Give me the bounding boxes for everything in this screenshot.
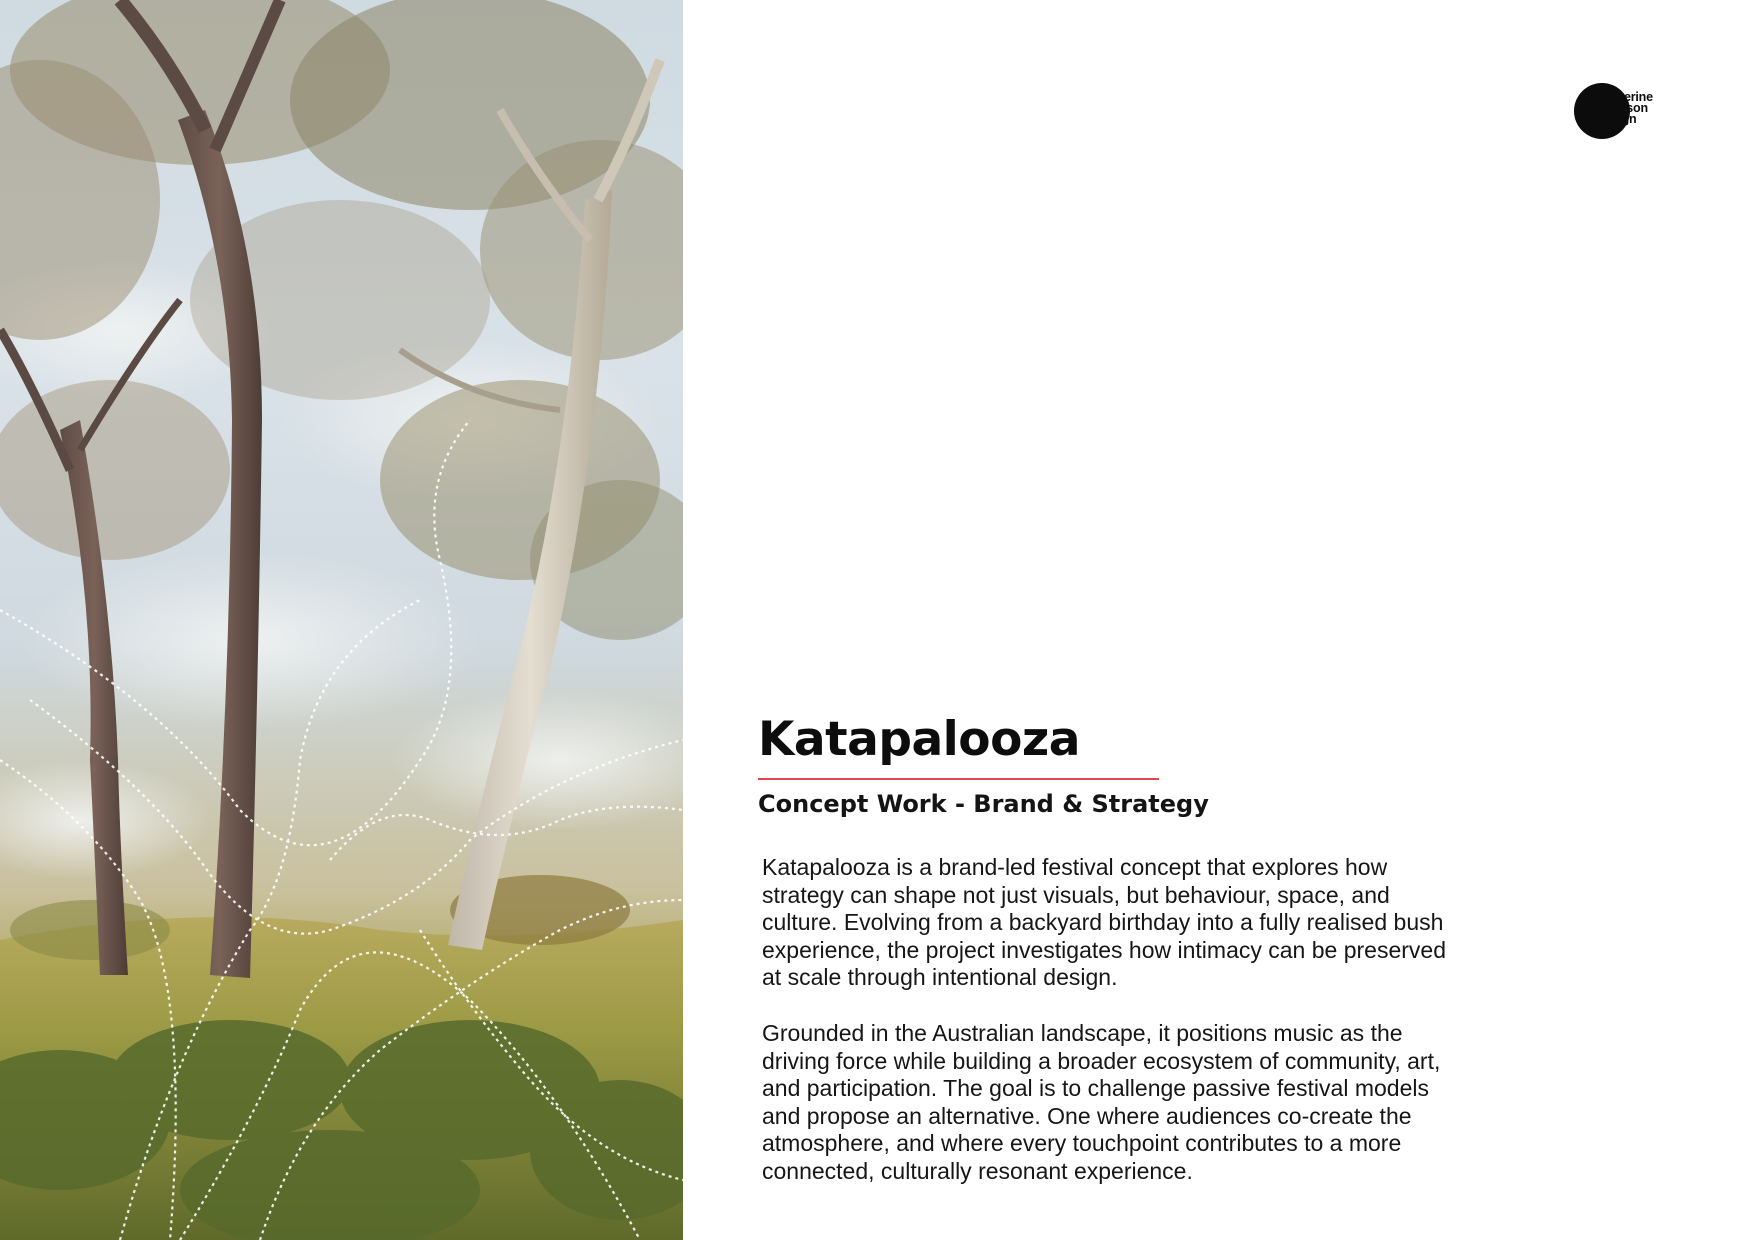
title-underline: [758, 778, 1159, 780]
paragraph-1-line: Katapalooza is a brand-led festival concept that explores how: [762, 854, 1388, 880]
description-paragraph-1: [762, 854, 1562, 992]
paragraph-2-line: connected, culturally resonant experience.: [762, 1157, 1193, 1184]
paragraph-2-line: Grounded in the Australian landscape, it positions music as the: [762, 1020, 1403, 1046]
gum-trees-illustration: [0, 0, 683, 1240]
paragraph-1-line: strategy can shape not just visuals, but behaviour, space, and: [762, 881, 1390, 908]
logo-line-3: Design: [1596, 112, 1637, 126]
brand-logo: [1574, 81, 1694, 141]
paragraph-1-line: at scale through intentional design.: [762, 964, 1118, 991]
logo-line-1: Katherine: [1597, 90, 1653, 104]
project-subtitle: Concept Work - Brand & Strategy: [758, 790, 1209, 818]
paragraph-2-line: and participation. The goal is to challenge passive festival models: [762, 1075, 1429, 1102]
paragraph-2-line: driving force while building a broader ecosystem of community, art,: [762, 1047, 1441, 1074]
paragraph-2-line: atmosphere, and where every touchpoint contributes to a more: [762, 1130, 1402, 1157]
logo-line-2: Paterson: [1596, 101, 1648, 115]
logo-wordmark: [1596, 92, 1653, 125]
paragraph-1-line: culture. Evolving from a backyard birthday into a fully realised bush: [762, 909, 1444, 936]
landscape-photo: [0, 0, 683, 1240]
project-title: Katapalooza: [758, 712, 1080, 767]
paragraph-1-line: experience, the project investigates how intimacy can be preserved: [762, 936, 1446, 963]
paragraph-2-line: and propose an alternative. One where audiences co-create the: [762, 1102, 1412, 1129]
description-paragraph-2: [762, 1020, 1562, 1186]
